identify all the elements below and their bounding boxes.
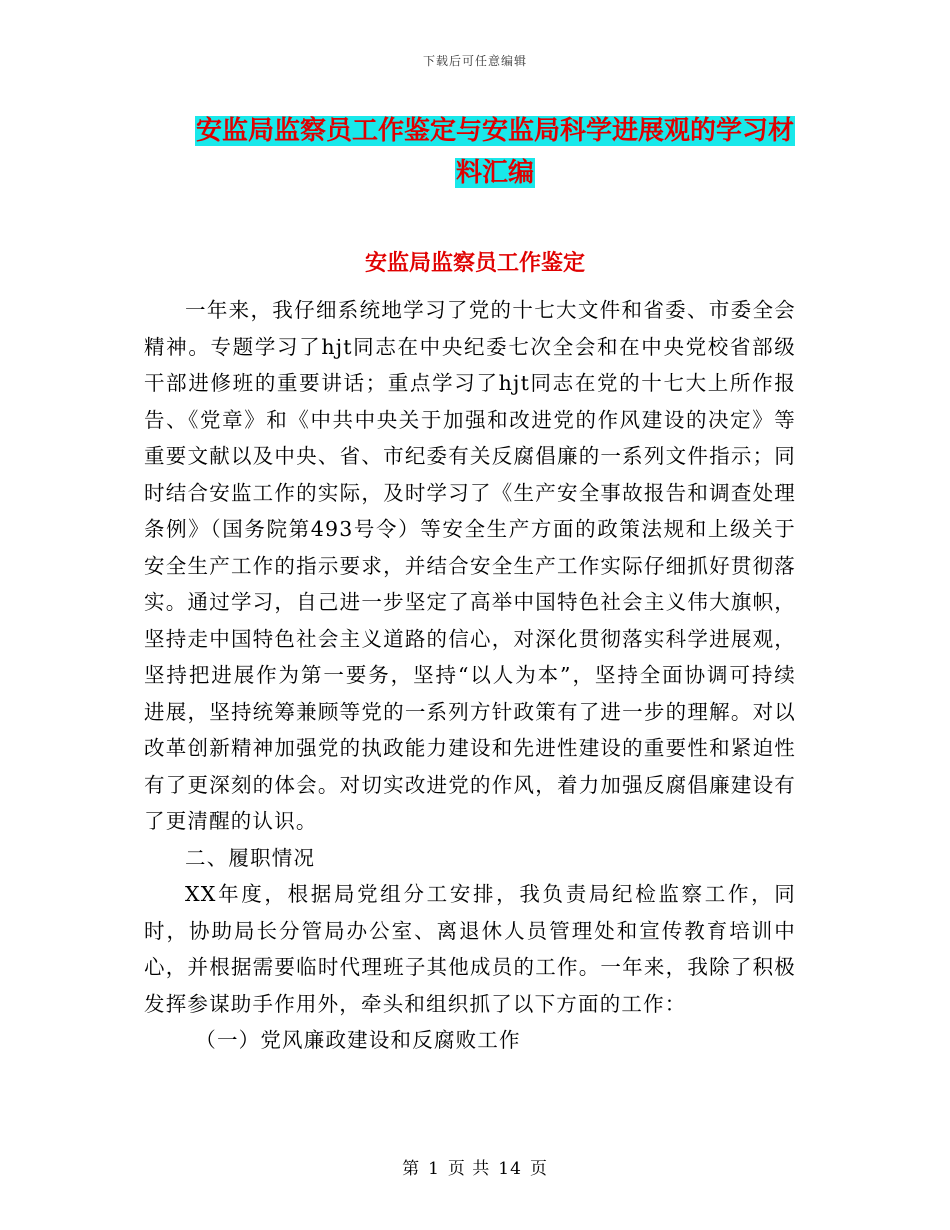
page-number: 1	[428, 1159, 440, 1179]
footer-prefix: 第	[402, 1159, 421, 1179]
document-title-line1: 安监局监察员工作鉴定与安监局科学进展观的学习材	[195, 116, 794, 146]
subsection-heading: （一）党风廉政建设和反腐败工作	[195, 1028, 521, 1052]
section-title: 安监局监察员工作鉴定	[364, 250, 585, 276]
footer-suffix: 页	[529, 1159, 548, 1179]
body-paragraph: XX年度，根据局党组分工安排，我负责局纪检监察工作，同时，协助局长分管局办公室、离退休人员管理处和宣传教育培训中心，并根据需要临时代理班子其他成员的工作。一年来，我除了积极发挥参谋助手作用外，牵头和组织抓了以下方面的工作：	[144, 882, 796, 1016]
footer-middle: 页 共	[447, 1159, 491, 1179]
document-title-line2: 料汇编	[455, 158, 534, 188]
document-title	[150, 110, 840, 194]
total-pages: 14	[498, 1159, 522, 1179]
body-paragraph: 一年来，我仔细系统地学习了党的十七大文件和省委、市委全会精神。专题学习了hjt同志在中央纪委七次全会和在中央党校省部级干部进修班的重要讲话；重点学习了hjt同志在党的十七大上所作报告、《党章》和《中共中央关于加强和改进党的作风建设的决定》等重要文献以及中央、省、市纪委有关反腐倡廉的一系列文件指示；同时结合安监工作的实际，及时学习了《生产安全事故报告和调查处理条例》（国务院第493号令）等安全生产方面的政策法规和上级关于安全生产工作的指示要求，并结合安全生产工作实际仔细抓好贯彻落实。通过学习，自己进一步坚定了高举中国特色社会主义伟大旗帜，坚持走中国特色社会主义道路的信心，对深化贯彻落实科学进展观，坚持把进展作为第一要务，坚持“以人为本”，坚持全面协调可持续进展，坚持统筹兼顾等党的一系列方针政策有了进一步的理解。对以改革创新精神加强党的执政能力建设和先进性建设的重要性和紧迫性有了更深刻的体会。对切实改进党的作风，着力加强反腐倡廉建设有了更清醒的认识。	[144, 298, 796, 833]
document-body	[144, 292, 796, 1059]
header-note: 下载后可任意编辑	[422, 54, 527, 68]
page-footer	[0, 1154, 950, 1179]
section-heading: 二、履职情况	[185, 845, 316, 870]
